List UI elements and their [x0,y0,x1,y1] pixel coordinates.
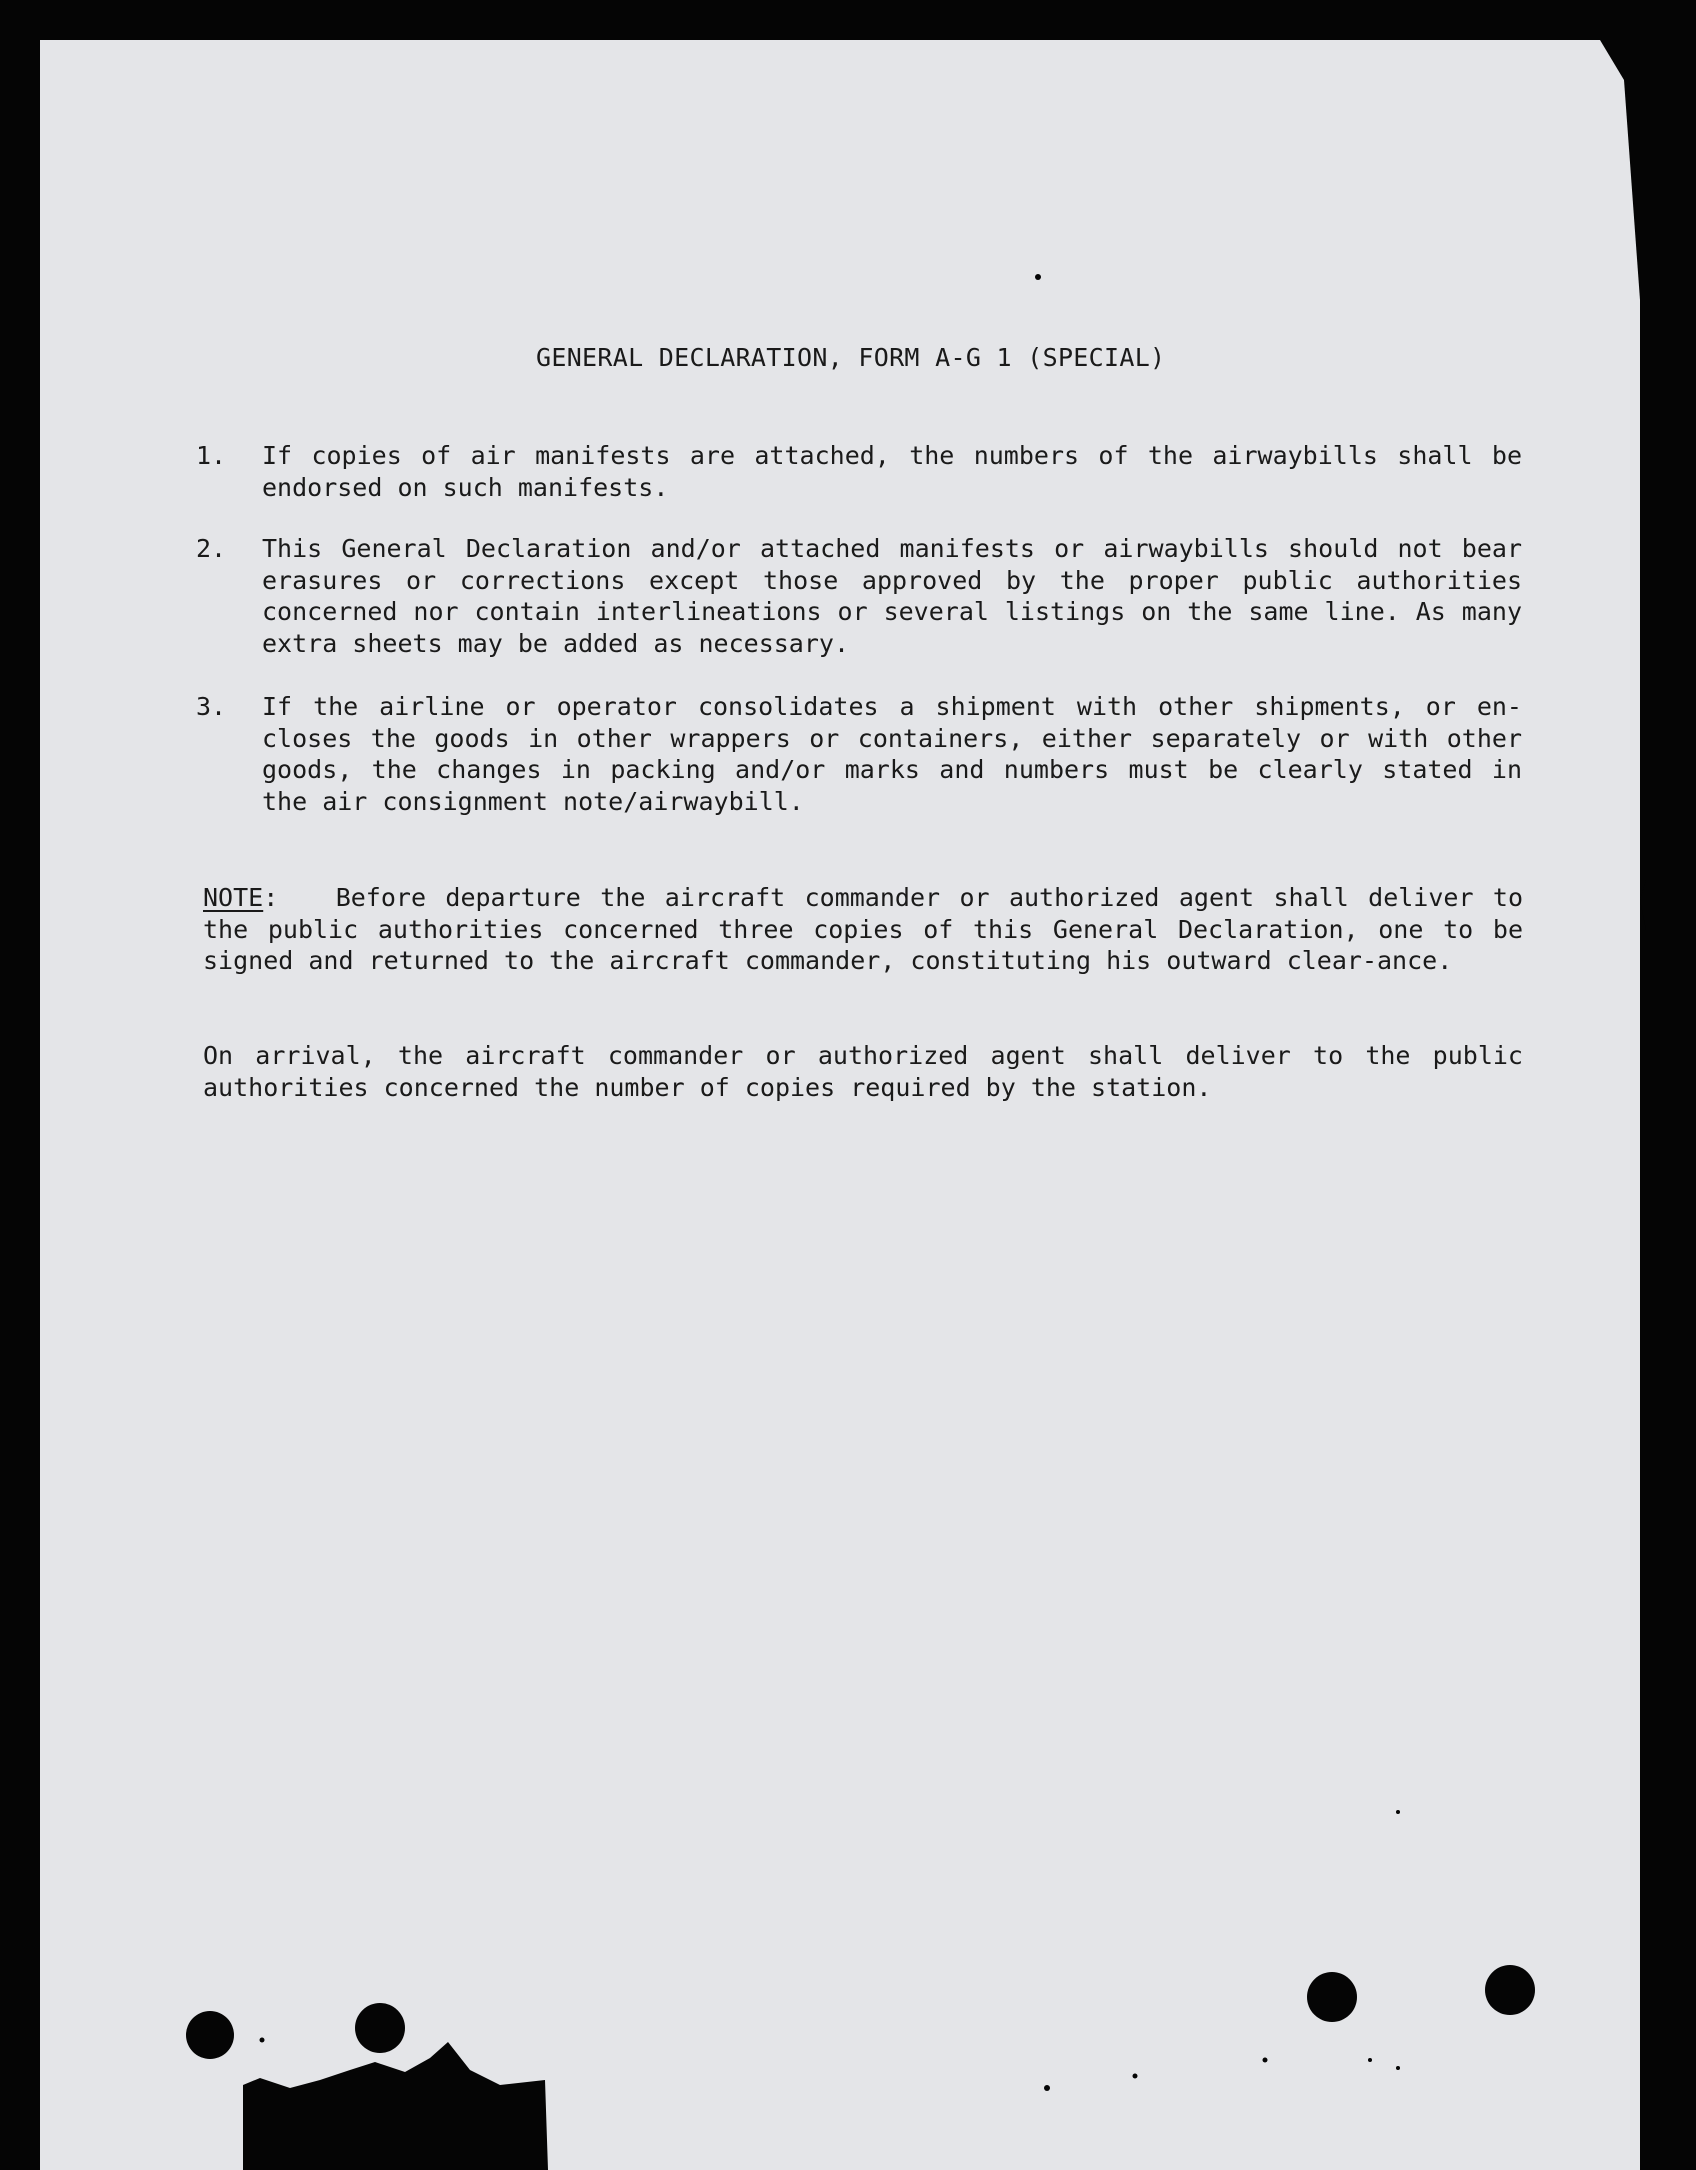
item-text: If copies of air manifests are attached, the numbers of the airwaybills shall be endorsed on such manifests. [262,441,1522,502]
note-text: Before departure the aircraft commander or authorized agent shall deliver to the public authorities concerned three copies of this General Declaration, one to be signed and returned to the aircraft commander, constituting his outward clear-ance. [203,883,1523,975]
list-item [196,533,1522,659]
list-item [196,440,1522,503]
item-number: 3. [196,692,227,721]
list-item [196,691,1522,817]
item-number: 2. [196,534,227,563]
note-paragraph [203,882,1523,977]
item-text: This General Declaration and/or attached manifests or airwaybills should not bear erasures or corrections except those approved by the proper public authorities concerned nor contain interlineations or several listings on the same line. As many extra sheets may be added as necessary. [262,534,1522,658]
page-title: GENERAL DECLARATION, FORM A-G 1 (SPECIAL) [536,343,1166,372]
item-text: If the airline or operator consolidates a shipment with other shipments, or en-closes the goods in other wrappers or containers, either separately or with other goods, the changes in packing and/or marks and numbers must be clearly stated in the air consignment note/airwaybill. [262,692,1522,816]
note-colon: : [263,883,279,912]
arrival-paragraph: On arrival, the aircraft commander or authorized agent shall deliver to the public authorities concerned the number of copies required by the station. [203,1041,1523,1102]
item-number: 1. [196,441,227,470]
note-label: NOTE [203,883,264,912]
